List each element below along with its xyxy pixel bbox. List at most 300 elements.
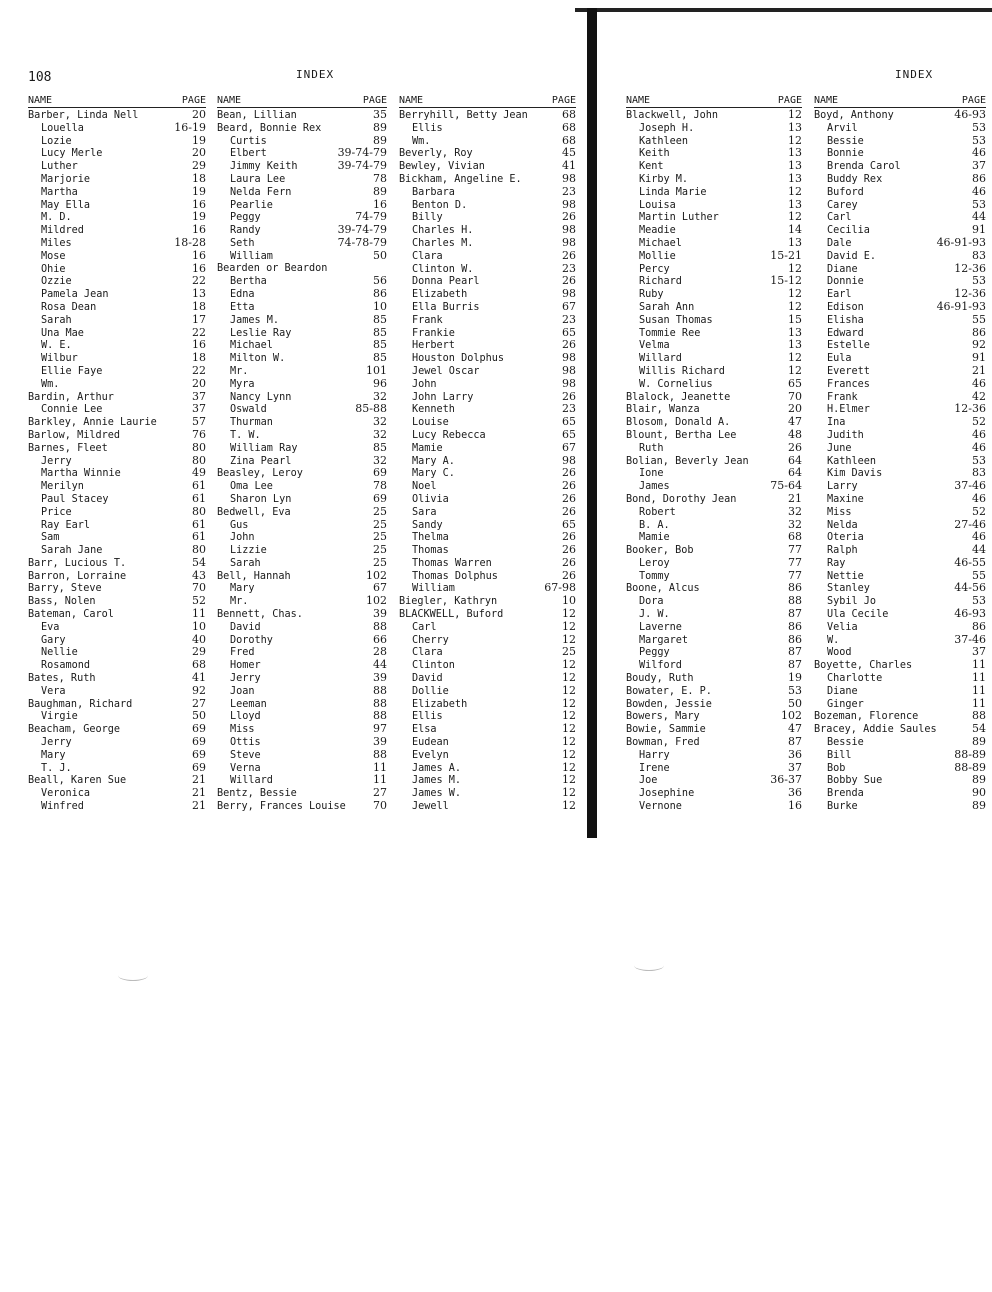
index-entry [626,186,802,199]
entry-page: 78 [373,479,387,493]
entry-page: 16-19 [174,120,206,134]
index-entry [399,109,576,122]
entry-page: 27 [192,696,206,710]
entry-page: 55 [972,312,986,326]
entry-name: Verna [230,762,261,774]
entry-name: Barber, Linda Nell [28,110,139,121]
entry-page: 89 [373,133,387,147]
entry-name: Harry [639,749,670,761]
index-entry [217,455,387,468]
entry-page: 50 [373,248,387,262]
entry-name: William [230,250,273,262]
entry-name: Biegler, Kathryn [399,596,498,608]
entry-name: James M. [412,775,462,787]
entry-page: 32 [373,427,387,441]
entry-name: Dorothy [230,634,273,646]
entry-page: 75-64 [770,479,802,493]
index-entry [814,519,986,532]
entry-page: 18 [192,351,206,365]
entry-name: Kathleen [639,135,689,147]
entry-name: Tommie Ree [639,327,701,339]
entry-name: Eva [41,621,60,633]
entry-page: 88 [972,709,986,723]
entry-page: 65 [562,427,576,441]
entry-page: 74-79 [355,210,387,224]
entry-page: 10 [562,594,576,608]
index-entry [399,800,576,813]
index-entry [626,736,802,749]
entry-page: 21 [788,491,802,505]
entry-name: Bedwell, Eva [217,506,291,518]
entry-page: 26 [562,491,576,505]
entry-name: Lizzie [230,545,267,557]
index-entry [399,173,576,186]
index-entry [399,135,576,148]
entry-name: John [412,378,437,390]
entry-page: 74-78-79 [337,235,387,249]
index-entry [399,659,576,672]
entry-page: 101 [366,363,387,377]
entry-page: 52 [972,504,986,518]
entry-page: 98 [562,287,576,301]
entry-page: 27-46 [954,517,986,531]
entry-page: 98 [562,453,576,467]
entry-page: 12 [788,210,802,224]
entry-name: Pamela Jean [41,289,109,301]
entry-page: 25 [373,555,387,569]
entry-page: 46-93 [954,607,986,621]
entry-page: 77 [788,568,802,582]
entry-name: Boone, Alcus [626,583,700,595]
entry-page: 68 [192,658,206,672]
index-entry [399,339,576,352]
entry-page: 98 [562,363,576,377]
entry-name: Bowden, Jessie [626,698,712,710]
name-header: NAME [399,95,424,106]
entry-name: M. D. [41,212,72,224]
entry-page: 11 [373,773,387,787]
entry-name: Edison [827,301,864,313]
entry-name: Noel [412,481,437,493]
entry-page: 26 [562,466,576,480]
entry-page: 78 [373,171,387,185]
entry-page: 77 [788,543,802,557]
entry-name: Dollie [412,685,449,697]
entry-page: 48 [788,427,802,441]
entry-page: 44 [972,543,986,557]
entry-name: Joan [230,685,255,697]
entry-page: 98 [562,235,576,249]
entry-name: Sam [41,532,60,544]
index-entry [814,416,986,429]
entry-page: 37 [972,159,986,173]
entry-name: Frank [412,314,443,326]
entry-name: Sarah [230,557,261,569]
entry-name: Donna Pearl [412,276,480,288]
index-entry [28,595,206,608]
index-entry [28,762,206,775]
entry-page: 16 [192,248,206,262]
index-entry [28,519,206,532]
entry-page: 47 [788,722,802,736]
entry-page: 21 [192,773,206,787]
entry-name: Sarah Jane [41,545,103,557]
index-entry [28,736,206,749]
scan-mark [634,960,664,971]
entry-page: 12 [788,133,802,147]
entry-page: 67-98 [544,581,576,595]
entry-page: 28 [373,645,387,659]
entry-name: Ohie [41,263,66,275]
index-entry [814,787,986,800]
index-entry [626,147,802,160]
entry-page: 70 [788,389,802,403]
entry-name: Margaret [639,634,689,646]
entry-page: 12 [562,722,576,736]
entry-name: Diane [827,263,858,275]
entry-name: Evelyn [412,749,449,761]
entry-name: Thelma [412,532,449,544]
entry-page: 12 [562,773,576,787]
index-entry [28,122,206,135]
entry-page: 70 [192,581,206,595]
entry-name: Myra [230,378,255,390]
index-entry [399,749,576,762]
entry-name: Sarah [41,314,72,326]
entry-page: 70 [373,799,387,813]
entry-page: 98 [562,223,576,237]
entry-page: 22 [192,363,206,377]
entry-name: Elsa [412,724,437,736]
entry-name: Bearden or Beardon [217,262,328,274]
entry-page: 37-46 [954,479,986,493]
index-entry [217,544,387,557]
entry-name: Kirby M. [639,173,689,185]
index-entry [217,736,387,749]
index-entry [626,710,802,723]
index-entry [28,429,206,442]
entry-page: 67 [562,299,576,313]
entry-page: 88 [373,696,387,710]
entry-page: 85 [373,338,387,352]
entry-page: 65 [562,517,576,531]
entry-name: Keith [639,148,670,160]
entry-name: Boyette, Charles [814,660,913,672]
index-entry [28,480,206,493]
entry-name: Ozzie [41,276,72,288]
entry-name: Bolian, Beverly Jean [626,455,749,467]
entry-name: Homer [230,660,261,672]
index-entry [28,403,206,416]
entry-name: Olivia [412,493,449,505]
index-entry [814,442,986,455]
entry-name: Frances [827,378,870,390]
entry-name: Ione [639,468,664,480]
index-entry [814,685,986,698]
entry-page: 25 [373,504,387,518]
entry-page: 32 [373,389,387,403]
index-entry [626,109,802,122]
index-entry [626,429,802,442]
index-entry [814,698,986,711]
entry-page: 12 [562,786,576,800]
entry-page: 54 [972,722,986,736]
entry-page: 25 [373,543,387,557]
entry-page: 46-55 [954,555,986,569]
entry-page: 88 [373,747,387,761]
entry-name: Louisa [639,199,676,211]
entry-page: 46 [972,427,986,441]
entry-page: 53 [788,683,802,697]
entry-page: 15 [788,312,802,326]
index-entry [399,762,576,775]
entry-name: Dale [827,237,852,249]
entry-page: 88-89 [954,760,986,774]
entry-name: Vera [41,685,66,697]
entry-name: Sharon Lyn [230,493,292,505]
index-entry [626,557,802,570]
index-entry [399,429,576,442]
index-entry [399,595,576,608]
entry-page: 98 [562,197,576,211]
index-entry [626,122,802,135]
entry-name: Thomas [412,545,449,557]
entry-page: 91 [972,351,986,365]
entry-page: 69 [192,722,206,736]
entry-name: Meadie [639,225,676,237]
entry-name: Nettie [827,570,864,582]
entry-name: Bob [827,762,846,774]
entry-name: Eudean [412,737,449,749]
entry-page: 98 [562,171,576,185]
entry-page: 37 [192,402,206,416]
entry-name: Berryhill, Betty Jean [399,110,528,121]
entry-name: Miss [230,724,255,736]
entry-name: Bessie [827,737,864,749]
entry-name: Arvil [827,122,858,134]
entry-page: 87 [788,735,802,749]
entry-page: 11 [972,683,986,697]
index-entry [28,723,206,736]
entry-name: W. Cornelius [639,378,713,390]
entry-page: 88 [373,619,387,633]
entry-page: 65 [562,325,576,339]
index-entry [814,506,986,519]
index-entry [217,378,387,391]
index-entry [28,109,206,122]
entry-name: Earl [827,289,852,301]
index-entry [814,352,986,365]
index-entry [626,211,802,224]
entry-name: Charles M. [412,237,474,249]
index-entry [814,173,986,186]
entry-page: 53 [972,274,986,288]
entry-name: James [639,481,670,493]
index-column [626,94,802,813]
entry-page: 37-46 [954,632,986,646]
index-entry [28,467,206,480]
index-entry [28,199,206,212]
entry-name: Martha Winnie [41,468,121,480]
entry-name: Carl [827,212,852,224]
index-entry [217,301,387,314]
entry-page: 61 [192,491,206,505]
index-entry [28,263,206,276]
index-entry [626,391,802,404]
entry-page: 46-91-93 [936,235,986,249]
index-entry [28,774,206,787]
entry-name: Ellis [412,122,443,134]
entry-page: 80 [192,504,206,518]
index-entry [217,173,387,186]
index-entry [217,237,387,250]
entry-name: Beall, Karen Sue [28,775,127,787]
entry-page: 12 [562,696,576,710]
entry-name: Edward [827,327,864,339]
index-entry [28,557,206,570]
scan-mark [118,970,148,981]
entry-name: David [412,673,443,685]
index-entry [217,762,387,775]
entry-name: Gary [41,634,66,646]
entry-page: 87 [788,607,802,621]
index-entry [399,301,576,314]
entry-page: 16 [192,338,206,352]
entry-page: 86 [972,325,986,339]
entry-page: 17 [192,312,206,326]
entry-page: 21 [192,786,206,800]
entry-name: Price [41,506,72,518]
index-entry [28,186,206,199]
entry-page: 14 [788,223,802,237]
index-entry [814,109,986,122]
entry-name: Mamie [639,532,670,544]
entry-page: 10 [192,619,206,633]
entry-page: 16 [192,223,206,237]
entry-page: 55 [972,568,986,582]
index-entry [626,480,802,493]
index-entry [28,275,206,288]
entry-name: Elizabeth [412,289,468,301]
entry-name: Oteria [827,532,864,544]
entry-page: 23 [562,312,576,326]
entry-page: 20 [192,146,206,160]
entry-page: 85 [373,351,387,365]
entry-name: Bowers, Mary [626,711,700,723]
entry-page: 13 [788,171,802,185]
index-entry [399,582,576,595]
entry-name: Bobby Sue [827,775,883,787]
index-column [399,94,576,813]
entry-name: Mary [230,583,255,595]
index-entry [626,672,802,685]
entry-name: Percy [639,263,670,275]
index-entry [217,774,387,787]
index-entry [28,237,206,250]
entry-page: 32 [373,415,387,429]
entry-name: Ellis [412,711,443,723]
entry-name: Boudy, Ruth [626,673,694,685]
entry-name: Sara [412,506,437,518]
entry-page: 13 [788,146,802,160]
entry-name: Luther [41,161,78,173]
index-entry [399,557,576,570]
entry-name: H.Elmer [827,404,870,416]
entry-name: Beasley, Leroy [217,468,303,480]
entry-page: 12-36 [954,261,986,275]
entry-page: 61 [192,530,206,544]
entry-name: Bond, Dorothy Jean [626,493,737,505]
entry-name: Mollie [639,250,676,262]
entry-name: Vernone [639,801,682,813]
index-entry [626,135,802,148]
entry-page: 36-37 [770,773,802,787]
entry-page: 16 [788,799,802,813]
index-entry [814,301,986,314]
index-column [217,94,387,813]
entry-name: Baughman, Richard [28,698,133,710]
entry-page: 19 [192,184,206,198]
entry-name: Blount, Bertha Lee [626,429,737,441]
index-entry [626,595,802,608]
entry-name: Barkley, Annie Laurie [28,417,157,429]
entry-page: 44 [972,210,986,224]
entry-name: James W. [412,788,462,800]
entry-name: Bowie, Sammie [626,724,706,736]
entry-name: Brenda Carol [827,161,901,173]
index-entry [399,467,576,480]
entry-page: 12-36 [954,287,986,301]
entry-page: 76 [192,427,206,441]
index-entry [814,263,986,276]
index-entry [28,339,206,352]
entry-page: 89 [972,799,986,813]
entry-name: Bracey, Addie Saules [814,724,937,736]
entry-page: 15-12 [770,274,802,288]
entry-name: Mr. [230,596,249,608]
index-entry [28,672,206,685]
entry-name: Michael [230,340,273,352]
entry-name: James A. [412,762,462,774]
entry-page: 32 [788,504,802,518]
index-entry [814,672,986,685]
entry-page: 26 [562,504,576,518]
entry-page: 19 [192,210,206,224]
entry-name: Jewel Oscar [412,365,480,377]
entry-page: 21 [192,799,206,813]
index-entry [814,634,986,647]
page-header: PAGE [181,95,206,106]
entry-name: Peggy [639,647,670,659]
index-entry [399,237,576,250]
index-entry [626,365,802,378]
index-entry [28,173,206,186]
index-entry [814,621,986,634]
index-entry [814,800,986,813]
index-entry [217,570,387,583]
entry-name: Bates, Ruth [28,673,96,685]
index-entry [626,416,802,429]
entry-page: 12 [788,299,802,313]
entry-page: 68 [562,108,576,121]
index-entry [626,160,802,173]
index-entry [626,659,802,672]
entry-page: 11 [192,607,206,621]
page-title: INDEX [296,68,335,81]
entry-page: 57 [192,415,206,429]
entry-name: Jerry [41,737,72,749]
index-entry [217,122,387,135]
